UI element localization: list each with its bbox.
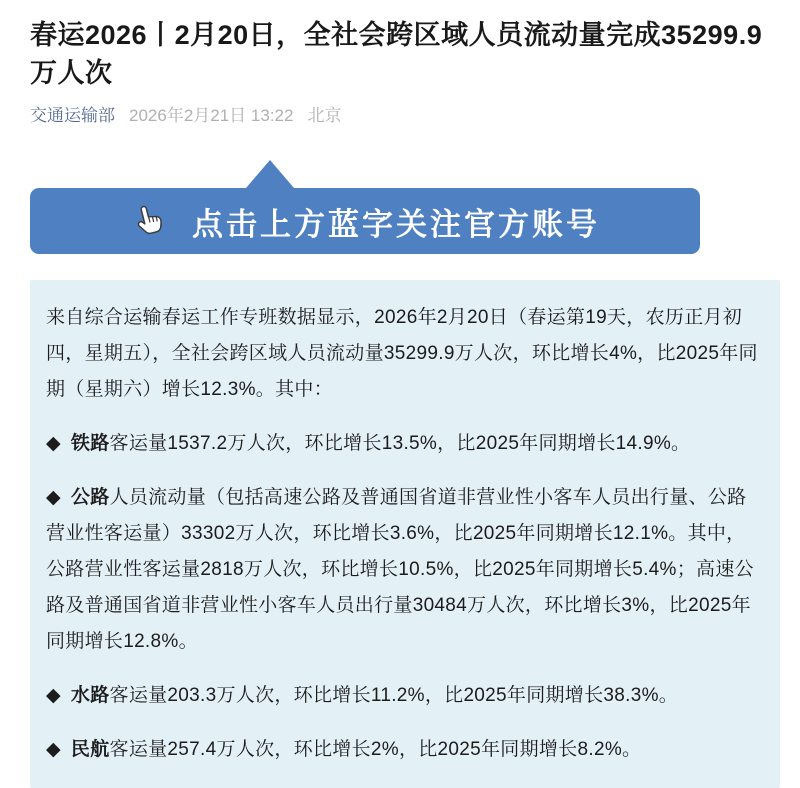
banner-text: 点击上方蓝字关注官方账号: [192, 206, 600, 242]
bullet-aviation: [46, 732, 764, 768]
banner-pointer-triangle: [246, 160, 294, 188]
article-title: 春运2026丨2月20日，全社会跨区域人员流动量完成35299.9万人次: [30, 20, 763, 88]
bullet-waterway-text: 客运量203.3万人次，环比增长11.2%，比2025年同期增长38.3%。: [109, 685, 679, 706]
article-meta: [30, 104, 770, 128]
bullet-waterway-label: 水路: [70, 685, 110, 706]
author-link[interactable]: 交通运输部: [30, 106, 115, 125]
bullet-aviation-text: 客运量257.4万人次，环比增长2%，比2025年同期增长8.2%。: [109, 739, 642, 760]
bullet-aviation-label: 民航: [70, 739, 110, 760]
diamond-bullet-icon: ◆: [46, 433, 61, 454]
bullet-waterway: [46, 678, 764, 714]
intro-paragraph: 来自综合运输春运工作专班数据显示，2026年2月20日（春运第19天，农历正月初四，星期五），全社会跨区域人员流动量35299.9万人次，环比增长4%，比2025年同期（星期六）增长12.3%。其中：: [46, 307, 758, 400]
bullet-railway-text: 客运量1537.2万人次，环比增长13.5%，比2025年同期增长14.9%。: [109, 433, 691, 454]
bullet-railway: [46, 426, 764, 462]
diamond-bullet-icon: ◆: [46, 685, 61, 706]
diamond-bullet-icon: ◆: [46, 739, 61, 760]
publish-datetime: 2026年2月21日 13:22: [129, 106, 294, 125]
follow-banner[interactable]: [30, 160, 700, 254]
bullet-highway: [46, 480, 764, 660]
hand-pointer-icon: [126, 197, 170, 241]
article-body: [30, 280, 780, 788]
bullet-railway-label: 铁路: [70, 433, 110, 454]
publish-location: 北京: [307, 106, 342, 125]
bullet-highway-label: 公路: [70, 487, 110, 508]
article-page: [0, 16, 800, 788]
banner-body: [30, 188, 700, 254]
diamond-bullet-icon: ◆: [46, 487, 61, 508]
bullet-highway-text: 人员流动量（包括高速公路及普通国省道非营业性小客车人员出行量、公路营业性客运量）33302万人次，环比增长3.6%，比2025年同期增长12.1%。其中，公路营业性客运量2818万人次，环比增长10.5%，比2025年同期增长5.4%；高速公路及普通国省道非营业性小客车人员出行量30484万人次，环比增长3%，比2025年同期增长12.8%。: [46, 487, 754, 652]
